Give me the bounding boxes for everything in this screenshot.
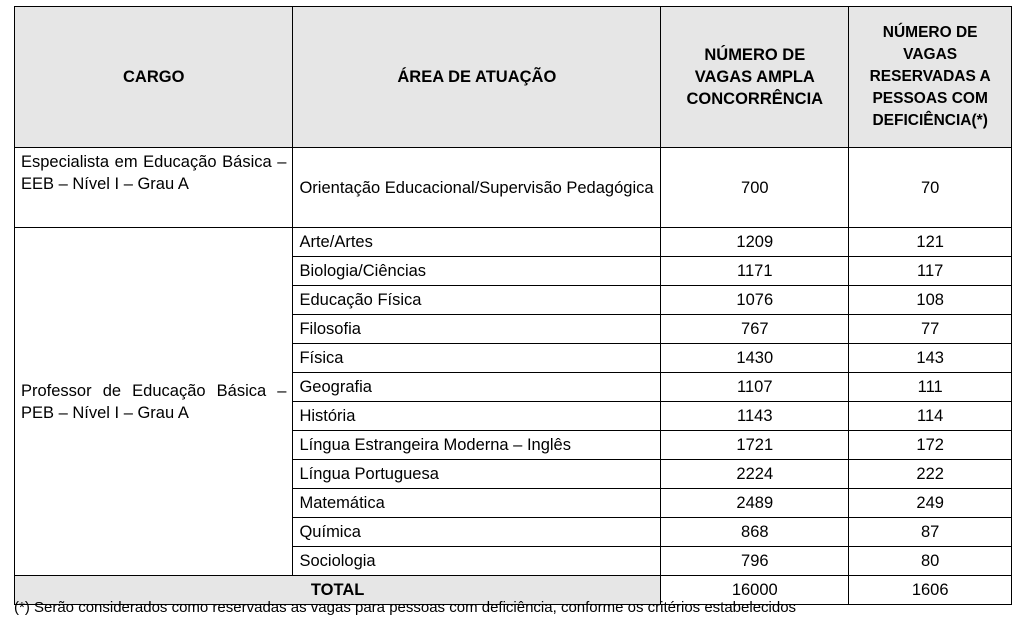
pcd-cell: 121 (849, 228, 1012, 257)
header-ampla (661, 7, 849, 148)
total-ampla: 16000 (661, 576, 849, 605)
total-label: TOTAL (15, 576, 661, 605)
ampla-cell: 1076 (661, 286, 849, 315)
ampla-cell: 2224 (661, 460, 849, 489)
area-cell: Educação Física (293, 286, 661, 315)
ampla-cell: 1430 (661, 344, 849, 373)
pcd-cell: 87 (849, 518, 1012, 547)
pcd-cell: 222 (849, 460, 1012, 489)
ampla-cell: 868 (661, 518, 849, 547)
area-cell: Arte/Artes (293, 228, 661, 257)
area-cell: Sociologia (293, 547, 661, 576)
table-header-row (15, 7, 1012, 148)
pcd-cell: 117 (849, 257, 1012, 286)
area-cell: Matemática (293, 489, 661, 518)
header-ampla-line: VAGAS AMPLA (694, 68, 815, 86)
header-area: ÁREA DE ATUAÇÃO (293, 7, 661, 148)
header-pcd-line: DEFICIÊNCIA(*) (872, 112, 988, 129)
cargo-cell: Especialista em Educação Básica – EEB – Nível I – Grau A (15, 148, 293, 228)
pcd-cell: 77 (849, 315, 1012, 344)
area-cell: História (293, 402, 661, 431)
table-row (15, 228, 1012, 257)
pcd-cell: 108 (849, 286, 1012, 315)
ampla-cell: 700 (661, 148, 849, 228)
ampla-cell: 2489 (661, 489, 849, 518)
pcd-cell: 70 (849, 148, 1012, 228)
area-cell: Orientação Educacional/Supervisão Pedagógica (293, 148, 661, 228)
area-cell: Língua Estrangeira Moderna – Inglês (293, 431, 661, 460)
ampla-cell: 1209 (661, 228, 849, 257)
pcd-cell: 111 (849, 373, 1012, 402)
ampla-cell: 1721 (661, 431, 849, 460)
area-cell: Química (293, 518, 661, 547)
area-cell: Biologia/Ciências (293, 257, 661, 286)
cargo-cell: Professor de Educação Básica – PEB – Nível I – Grau A (15, 228, 293, 576)
table-row (15, 148, 1012, 228)
header-pcd-line: RESERVADAS A (869, 68, 991, 85)
pcd-cell: 249 (849, 489, 1012, 518)
ampla-cell: 1143 (661, 402, 849, 431)
header-pcd-line: VAGAS (903, 46, 958, 63)
pcd-cell: 172 (849, 431, 1012, 460)
header-pcd-line: NÚMERO DE (882, 24, 978, 41)
area-cell: Geografia (293, 373, 661, 402)
pcd-cell: 143 (849, 344, 1012, 373)
vacancy-table (14, 6, 1012, 605)
pcd-cell: 80 (849, 547, 1012, 576)
header-ampla-line: CONCORRÊNCIA (686, 90, 824, 108)
total-pcd: 1606 (849, 576, 1012, 605)
footnote: (*) Serão considerados como reservadas as vagas para pessoas com deficiência, conforme os critérios estabelecidos (14, 599, 797, 616)
header-ampla-line: NÚMERO DE (704, 46, 806, 64)
area-cell: Física (293, 344, 661, 373)
header-pcd (849, 7, 1012, 148)
header-pcd-line: PESSOAS COM (872, 90, 988, 107)
ampla-cell: 1107 (661, 373, 849, 402)
ampla-cell: 767 (661, 315, 849, 344)
area-cell: Língua Portuguesa (293, 460, 661, 489)
pcd-cell: 114 (849, 402, 1012, 431)
ampla-cell: 796 (661, 547, 849, 576)
header-cargo: CARGO (15, 7, 293, 148)
area-cell: Filosofia (293, 315, 661, 344)
ampla-cell: 1171 (661, 257, 849, 286)
vacancy-table-container (14, 6, 1012, 605)
